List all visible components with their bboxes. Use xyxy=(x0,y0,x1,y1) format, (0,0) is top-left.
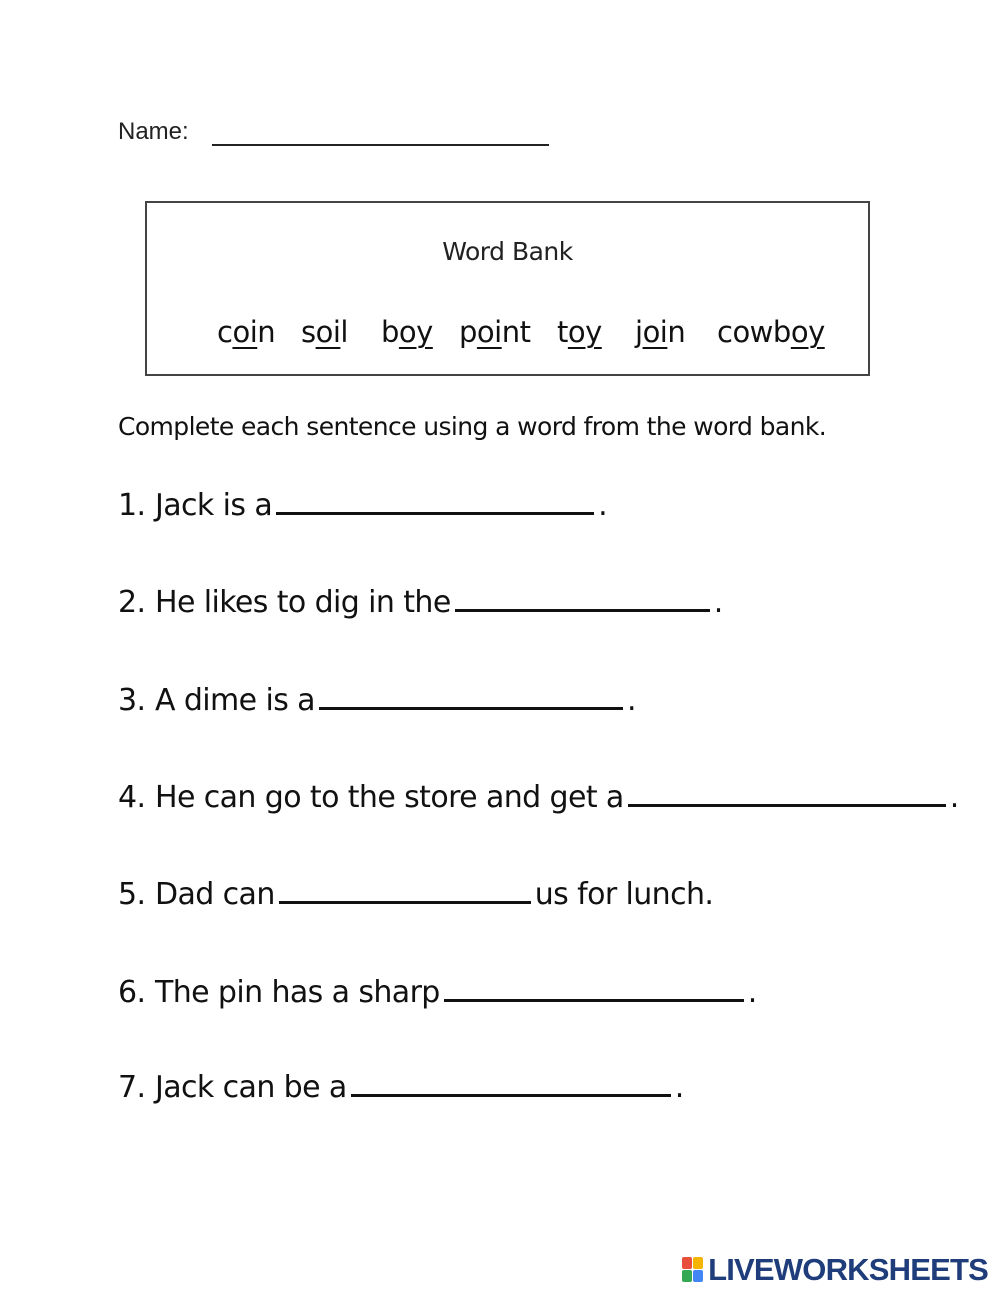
answer-blank[interactable] xyxy=(455,608,710,612)
answer-blank[interactable] xyxy=(444,998,744,1002)
question-number: 1. xyxy=(118,488,146,523)
word-bank-word: point xyxy=(459,315,531,349)
answer-blank[interactable] xyxy=(319,706,623,710)
liveworksheets-logo[interactable] xyxy=(682,1252,988,1288)
question-text: Jack is a xyxy=(155,488,273,523)
name-field-line[interactable] xyxy=(212,144,549,146)
question-row xyxy=(118,1070,684,1105)
answer-blank[interactable] xyxy=(351,1093,671,1097)
question-text: A dime is a xyxy=(155,683,315,718)
question-text-after: . xyxy=(674,1070,684,1105)
answer-blank[interactable] xyxy=(279,900,531,904)
question-number: 4. xyxy=(118,780,146,815)
question-text: The pin has a sharp xyxy=(155,975,440,1010)
question-text: He can go to the store and get a xyxy=(155,780,624,815)
question-text-after: . xyxy=(747,975,757,1010)
question-text-after: us for lunch. xyxy=(534,877,714,912)
logo-text: LIVEWORKSHEETS xyxy=(708,1252,988,1287)
name-label: Name: xyxy=(118,118,189,145)
question-row xyxy=(118,488,607,523)
question-number: 7. xyxy=(118,1070,146,1105)
word-bank-word: cowboy xyxy=(717,315,825,349)
question-number: 6. xyxy=(118,975,146,1010)
word-bank-title: Word Bank xyxy=(442,237,573,266)
word-bank-word: toy xyxy=(557,315,602,349)
instruction-text: Complete each sentence using a word from the word bank. xyxy=(118,412,827,441)
question-number: 3. xyxy=(118,683,146,718)
answer-blank[interactable] xyxy=(276,511,594,515)
question-row xyxy=(118,975,757,1010)
answer-blank[interactable] xyxy=(628,803,946,807)
question-text-after: . xyxy=(626,683,636,718)
question-row xyxy=(118,780,959,815)
question-number: 5. xyxy=(118,877,146,912)
word-bank-word: boy xyxy=(381,315,433,349)
word-bank-box xyxy=(145,201,870,376)
question-text-after: . xyxy=(598,488,608,523)
question-row xyxy=(118,585,723,620)
question-text: He likes to dig in the xyxy=(155,585,451,620)
question-row xyxy=(118,683,636,718)
question-text: Dad can xyxy=(155,877,275,912)
question-text-after: . xyxy=(949,780,959,815)
word-bank-word: join xyxy=(635,315,686,349)
word-bank-word: coin xyxy=(217,315,276,349)
question-row xyxy=(118,877,713,912)
logo-blocks-icon xyxy=(682,1257,704,1283)
question-text-after: . xyxy=(713,585,723,620)
word-bank-word: soil xyxy=(301,315,348,349)
question-text: Jack can be a xyxy=(155,1070,347,1105)
question-number: 2. xyxy=(118,585,146,620)
